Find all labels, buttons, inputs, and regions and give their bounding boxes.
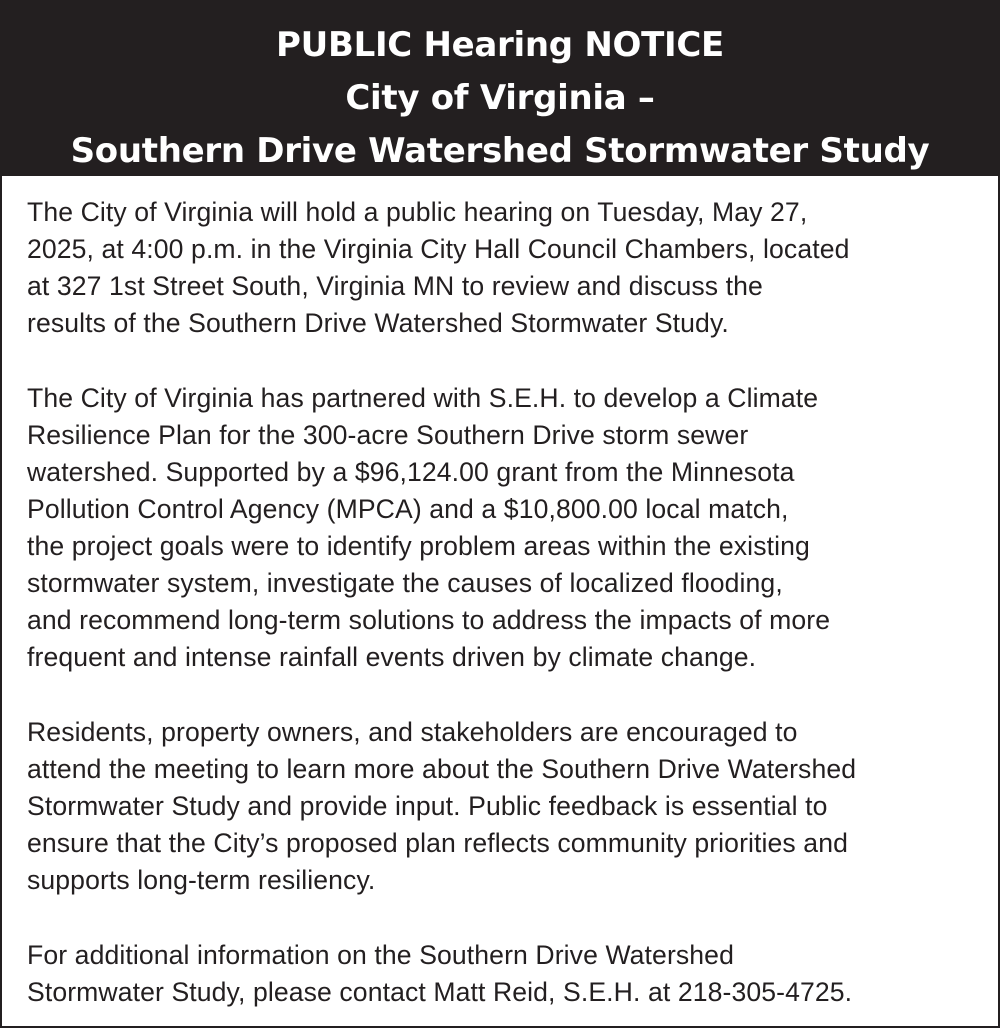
- text-line: The City of Virginia has partnered with S.E.H. to develop a Climate: [27, 383, 819, 413]
- text-line: 2025, at 4:00 p.m. in the Virginia City Hall Council Chambers, located: [27, 234, 850, 264]
- notice-body: [0, 176, 1000, 1028]
- text-line: The City of Virginia will hold a public hearing on Tuesday, May 27,: [27, 197, 808, 227]
- text-line: at 327 1st Street South, Virginia MN to review and discuss the: [27, 271, 763, 301]
- text-line: ensure that the City’s proposed plan reflects community priorities and: [27, 828, 848, 858]
- text-line: watershed. Supported by a $96,124.00 grant from the Minnesota: [27, 457, 795, 487]
- text-line: supports long-term resiliency.: [27, 865, 376, 895]
- paragraph-hearing-details: [27, 194, 978, 342]
- text-line: attend the meeting to learn more about the Southern Drive Watershed: [27, 754, 857, 784]
- text-line: frequent and intense rainfall events driven by climate change.: [27, 642, 757, 672]
- header-title: PUBLIC Hearing NOTICE: [276, 25, 724, 65]
- text-line: Resilience Plan for the 300-acre Southern Drive storm sewer: [27, 420, 749, 450]
- text-line: results of the Southern Drive Watershed Stormwater Study.: [27, 308, 729, 338]
- text-line: Stormwater Study and provide input. Public feedback is essential to: [27, 791, 828, 821]
- header-city: City of Virginia –: [345, 78, 655, 118]
- paragraph-contact-info: [27, 937, 978, 1011]
- header-study-name: Southern Drive Watershed Stormwater Study: [70, 131, 930, 171]
- text-line: Pollution Control Agency (MPCA) and a $10,800.00 local match,: [27, 494, 789, 524]
- text-line: the project goals were to identify problem areas within the existing: [27, 531, 810, 561]
- text-line: Stormwater Study, please contact Matt Reid, S.E.H. at 218-305-4725.: [27, 977, 853, 1007]
- text-line: For additional information on the Southern Drive Watershed: [27, 940, 734, 970]
- notice-header: [0, 0, 1000, 176]
- paragraph-public-invitation: [27, 714, 978, 899]
- text-line: stormwater system, investigate the causes of localized flooding,: [27, 568, 783, 598]
- text-line: Residents, property owners, and stakeholders are encouraged to: [27, 717, 798, 747]
- paragraph-project-background: [27, 380, 978, 676]
- text-line: and recommend long-term solutions to address the impacts of more: [27, 605, 831, 635]
